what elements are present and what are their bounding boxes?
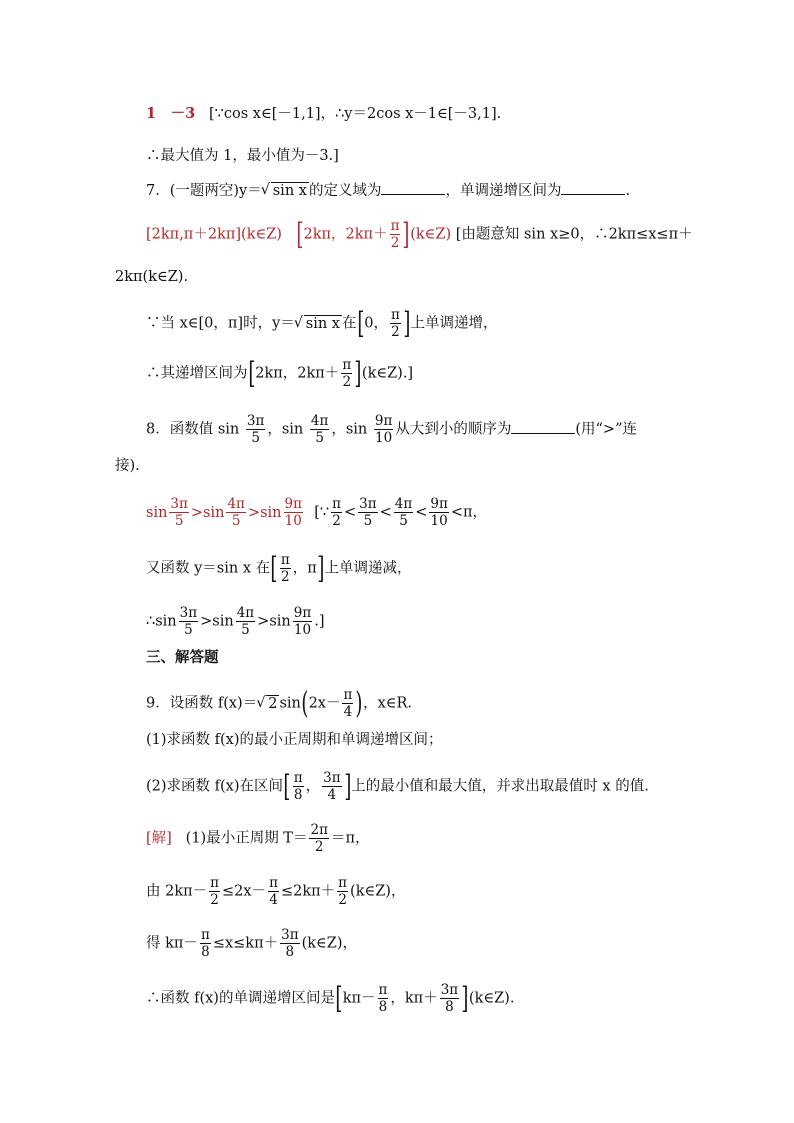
q9-text-d: ，x∈R.	[363, 695, 413, 712]
answer-7-line	[146, 218, 693, 251]
a8-3-text-c: >sin	[257, 613, 291, 630]
fraction-pi-2: $\frac{\pi}{2}$	[390, 307, 400, 340]
right-bracket: ]	[343, 768, 351, 804]
fraction-3pi-4: $\frac{3\pi}{4}$	[323, 770, 341, 803]
fraction-4pi-5: $\frac{4\pi}{5}$	[310, 413, 329, 446]
sqrt-sinx	[304, 315, 342, 332]
answer-7-line-5	[146, 307, 498, 340]
fraction-pi-2: $\frac{\pi}{2}$	[280, 552, 290, 585]
right-bracket: ]	[317, 550, 325, 586]
question-9-part-2	[146, 770, 649, 803]
sol-4-text-b: kπ－	[342, 990, 376, 1007]
question-9-part-1: (1)求函数 f(x)的最小正周期和单调递增区间；	[146, 732, 443, 748]
right-bracket: ]	[402, 216, 410, 252]
a8-2-text-b: ，π	[292, 560, 317, 577]
a7-6-text-b: 2kπ，2kπ＋	[255, 365, 340, 382]
fraction-pi-2: $\frac{\pi}{2}$	[332, 496, 341, 529]
answer-7-line-6	[146, 357, 413, 390]
right-paren: )	[355, 685, 363, 721]
fraction-3pi-8: $\frac{3\pi}{8}$	[440, 982, 459, 1015]
q7-text-b: 的定义域为	[308, 183, 382, 199]
left-bracket: [	[283, 768, 291, 804]
answer-blank	[381, 193, 445, 195]
a8-text-e: <	[343, 504, 357, 521]
answer-7-explanation: [由题意知 sin x≥0，∴2kπ≤x≤π＋	[455, 226, 693, 243]
right-bracket: ]	[354, 355, 362, 391]
fraction-4pi-5: $\frac{4\pi}{5}$	[227, 496, 245, 529]
q9-2-text-b: ，	[305, 778, 321, 795]
solution-line-4	[146, 982, 514, 1015]
a7-5-text-a: ∵当 x∈[0，π]时，y＝	[146, 315, 295, 332]
answer-7-second-b: (k∈Z)	[410, 226, 452, 243]
answer-8-line-2	[146, 552, 411, 585]
q8-cont: 接).	[115, 458, 140, 474]
fraction-3pi-5: $\frac{3\pi}{5}$	[179, 605, 198, 638]
fraction-3pi-5: $\frac{3\pi}{5}$	[359, 496, 377, 529]
q7-sqrt-text: sin x	[272, 183, 307, 199]
q9-text-c: 2x－	[308, 695, 341, 712]
left-bracket: [	[270, 550, 278, 586]
fraction-9pi-10: $\frac{9\pi}{10}$	[430, 496, 448, 529]
answer-8-line-3	[146, 605, 325, 638]
right-bracket: ]	[461, 980, 469, 1016]
sol-3-text-c: (k∈Z)，	[301, 935, 357, 952]
answer-6-values: 1 －3	[146, 105, 196, 122]
fraction-3pi-5: $\frac{3\pi}{5}$	[170, 496, 188, 529]
solution-tag: [解]	[146, 830, 172, 847]
q9-sqrt-text: 2	[268, 695, 278, 712]
answer-7-cont: 2kπ(k∈Z).	[115, 269, 189, 285]
answer-6-conclusion: ∴最大值为 1，最小值为－3.]	[146, 148, 339, 164]
question-7	[146, 181, 630, 201]
solution-line-2	[146, 875, 405, 908]
q7-text-a: 7．(一题两空)y＝	[146, 183, 262, 199]
sol-3-text-a: 得 kπ－	[146, 935, 198, 952]
fraction-9pi-10: $\frac{9\pi}{10}$	[284, 496, 302, 529]
section-heading: 三、解答题	[146, 649, 219, 666]
fraction-pi-2: $\frac{\pi}{2}$	[210, 875, 220, 908]
q8-text-b: ，sin	[267, 421, 304, 438]
question-8	[146, 413, 637, 446]
fraction-2pi-2: $\frac{2\pi}{2}$	[310, 822, 328, 855]
a7-5-text-c: 0，	[364, 315, 388, 332]
answer-7-first: [2kπ,π＋2kπ](k∈Z)	[146, 226, 282, 243]
q9-2-text-a: (2)求函数 f(x)在区间	[146, 778, 284, 795]
sqrt-sinx	[271, 182, 309, 199]
a7-6-text-c: (k∈Z).]	[361, 365, 414, 382]
a8-text-d: [∵	[314, 504, 330, 521]
right-bracket: ]	[403, 305, 411, 341]
sol-4-text-d: (k∈Z).	[468, 990, 515, 1007]
fraction-pi-2: $\frac{\pi}{2}$	[342, 357, 352, 390]
fraction-pi-8: $\frac{\pi}{8}$	[200, 927, 210, 960]
q9-2-text-c: 上的最小值和最大值，并求出取最值时 x 的值.	[351, 778, 649, 795]
a8-2-text-a: 又函数 y＝sin x 在	[146, 560, 271, 577]
answer-8-red: sin $\frac{3\pi}{5}$ >sin $\frac{4\pi}{5}$ >sin $\frac{9\pi}{10}$	[146, 496, 302, 529]
left-bracket: [	[356, 305, 364, 341]
sol-1-text-a: (1)最小正周期 T＝	[185, 830, 308, 847]
sol-4-text-c: ，kπ＋	[390, 990, 438, 1007]
fraction-3pi-5: $\frac{3\pi}{5}$	[246, 413, 265, 446]
solution-line-3	[146, 927, 357, 960]
sol-2-text-a: 由 2kπ－	[146, 883, 208, 900]
answer-blank	[561, 193, 625, 195]
fraction-pi-8: $\frac{\pi}{8}$	[378, 982, 388, 1015]
answer-6-line	[146, 104, 501, 124]
fraction-pi-2: $\frac{\pi}{2}$	[338, 875, 348, 908]
q9-text-b: sin	[279, 695, 301, 712]
q9-text-a: 9．设函数 f(x)＝	[146, 695, 258, 712]
a8-text-f: <	[379, 504, 392, 521]
q7-text-d: .	[625, 183, 631, 199]
q8-text-d: 从大到小的顺序为	[395, 421, 512, 438]
q8-text-a: 8．函数值 sin	[146, 421, 240, 438]
sol-2-text-d: (k∈Z)，	[350, 883, 406, 900]
answer-8-line	[146, 496, 487, 529]
sol-2-text-c: ≤2kπ＋	[280, 883, 336, 900]
fraction-pi-4: $\frac{\pi}{4}$	[269, 875, 278, 908]
sqrt-2	[266, 695, 279, 712]
a8-text-g: <	[415, 504, 428, 521]
a7-5-text-d: 上单调递增，	[410, 315, 498, 332]
a7-6-text-a: ∴其递增区间为	[146, 365, 248, 382]
fraction-pi-2: $\frac{\pi}{2}$	[390, 218, 400, 251]
left-paren: (	[301, 685, 309, 721]
a7-5-sqrt-text: sin x	[305, 315, 340, 332]
a8-3-text-d: .]	[314, 613, 325, 630]
left-bracket: [	[247, 355, 255, 391]
answer-7-second-a: 2kπ，2kπ＋	[303, 226, 388, 243]
sol-2-text-b: ≤2x－	[222, 883, 267, 900]
a7-5-text-b: 在	[342, 315, 357, 332]
fraction-3pi-8: $\frac{3\pi}{8}$	[281, 927, 299, 960]
sol-1-text-b: ＝π，	[330, 830, 370, 847]
answer-6-explanation: [∵cos x∈[－1,1]，∴y＝2cos x－1∈[－3,1].	[209, 106, 502, 122]
sol-4-text-a: ∴函数 f(x)的单调递增区间是	[146, 990, 335, 1007]
answer-blank	[511, 432, 575, 434]
fraction-pi-8: $\frac{\pi}{8}$	[293, 770, 303, 803]
a8-2-text-c: 上单调递减，	[324, 560, 412, 577]
solution-line-1	[146, 822, 369, 855]
a8-3-text-b: >sin	[200, 613, 234, 630]
q8-text-e: (用“>”连	[575, 421, 637, 438]
fraction-4pi-5: $\frac{4\pi}{5}$	[236, 605, 255, 638]
fraction-9pi-10: $\frac{9\pi}{10}$	[374, 413, 393, 446]
fraction-pi-4: $\frac{\pi}{4}$	[343, 687, 353, 720]
left-bracket: [	[335, 980, 343, 1016]
q7-text-c: ，单调递增区间为	[445, 183, 562, 199]
q8-text-c: ，sin	[331, 421, 368, 438]
a8-text-h: <π，	[450, 504, 488, 521]
left-bracket: [	[296, 216, 304, 252]
question-9	[146, 687, 412, 720]
fraction-9pi-10: $\frac{9\pi}{10}$	[293, 605, 312, 638]
a8-3-text-a: ∴sin	[146, 613, 177, 630]
sol-3-text-b: ≤x≤kπ＋	[212, 935, 279, 952]
fraction-4pi-5: $\frac{4\pi}{5}$	[394, 496, 413, 529]
